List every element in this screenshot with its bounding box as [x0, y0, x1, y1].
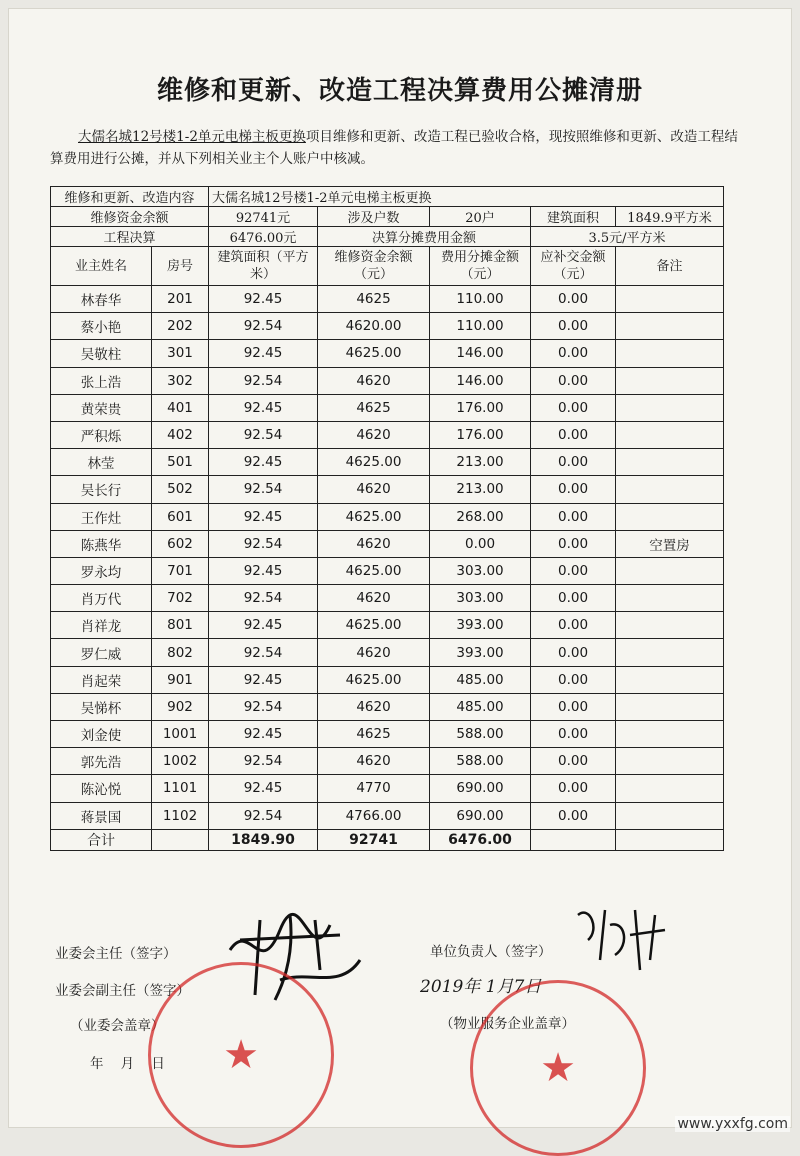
ledger-table	[50, 186, 724, 851]
cell-due: 0.00	[531, 639, 616, 666]
cell-name: 刘金使	[51, 721, 152, 748]
cell-room: 1002	[152, 748, 209, 775]
manager-signature-label: 单位负责人（签字）	[430, 944, 552, 960]
table-row	[51, 666, 724, 693]
cell-balance: 4770	[318, 775, 430, 802]
cell-share: 690.00	[430, 775, 531, 802]
cell-note	[616, 503, 724, 530]
cell-area: 92.54	[209, 476, 318, 503]
cell-due: 0.00	[531, 421, 616, 448]
cell-room: 201	[152, 286, 209, 313]
cell-note	[616, 286, 724, 313]
seal-star-icon: ★	[540, 1045, 576, 1091]
cell-due: 0.00	[531, 503, 616, 530]
cell-name: 王作灶	[51, 503, 152, 530]
fund-label: 维修资金余额	[51, 207, 209, 227]
seal-star-icon: ★	[223, 1032, 259, 1078]
cell-due: 0.00	[531, 394, 616, 421]
column-header: 建筑面积（平方米）	[209, 247, 318, 286]
cell-balance: 4620	[318, 476, 430, 503]
cell-area: 92.54	[209, 367, 318, 394]
column-header: 维修资金余额（元）	[318, 247, 430, 286]
cell-name: 吴长行	[51, 476, 152, 503]
column-header-row	[51, 247, 724, 286]
cell-area: 92.54	[209, 530, 318, 557]
table-row	[51, 585, 724, 612]
cell-share: 393.00	[430, 612, 531, 639]
cell-note	[616, 313, 724, 340]
cell-area: 92.45	[209, 340, 318, 367]
cell-due: 0.00	[531, 476, 616, 503]
cell-room: 601	[152, 503, 209, 530]
cell-name: 郭先浩	[51, 748, 152, 775]
cell-note	[616, 666, 724, 693]
cell-balance: 4620	[318, 367, 430, 394]
cell-balance: 4625.00	[318, 449, 430, 476]
table-row	[51, 313, 724, 340]
cell-name: 罗仁威	[51, 639, 152, 666]
table-row	[51, 421, 724, 448]
cell-balance: 4620.00	[318, 313, 430, 340]
cell-due: 0.00	[531, 585, 616, 612]
cell-share: 110.00	[430, 313, 531, 340]
cell-note	[616, 721, 724, 748]
chair-signature-label: 业委会主任（签字）	[55, 946, 177, 962]
content-label: 维修和更新、改造内容	[51, 187, 209, 207]
cell-name: 吴悌杯	[51, 693, 152, 720]
column-header: 房号	[152, 247, 209, 286]
cell-share: 213.00	[430, 476, 531, 503]
summary-row-content	[51, 187, 724, 207]
total-label: 合计	[51, 829, 152, 850]
cell-balance: 4620	[318, 639, 430, 666]
cell-area: 92.45	[209, 612, 318, 639]
cell-due: 0.00	[531, 340, 616, 367]
cell-name: 肖万代	[51, 585, 152, 612]
site-watermark: www.yxxfg.com	[677, 1116, 788, 1132]
households-value: 20户	[430, 207, 531, 227]
cell-room: 901	[152, 666, 209, 693]
cell-balance: 4620	[318, 693, 430, 720]
column-header: 应补交金额（元）	[531, 247, 616, 286]
cell-share: 176.00	[430, 394, 531, 421]
vice-chair-signature-label: 业委会副主任（签字）	[55, 983, 190, 999]
cell-balance: 4766.00	[318, 802, 430, 829]
cell-room: 1101	[152, 775, 209, 802]
cell-due: 0.00	[531, 530, 616, 557]
cell-room: 701	[152, 557, 209, 584]
table-row	[51, 286, 724, 313]
cell-name: 蒋景国	[51, 802, 152, 829]
cell-name: 肖祥龙	[51, 612, 152, 639]
table-row	[51, 557, 724, 584]
cell-area: 92.45	[209, 775, 318, 802]
cell-share: 588.00	[430, 748, 531, 775]
cell-share: 303.00	[430, 585, 531, 612]
committee-date-blank: 年 月 日	[90, 1056, 165, 1072]
budget-label: 工程决算	[51, 227, 209, 247]
table-row	[51, 612, 724, 639]
cell-balance: 4620	[318, 585, 430, 612]
share-label: 决算分摊费用金额	[318, 227, 531, 247]
cell-area: 92.45	[209, 394, 318, 421]
cell-balance: 4620	[318, 421, 430, 448]
content-value: 大儒名城12号楼1-2单元电梯主板更换	[209, 187, 724, 207]
cell-note	[616, 394, 724, 421]
cell-room: 202	[152, 313, 209, 340]
column-header: 业主姓名	[51, 247, 152, 286]
cell-room: 1102	[152, 802, 209, 829]
owner-rows	[51, 286, 724, 830]
cell-room: 602	[152, 530, 209, 557]
cell-due: 0.00	[531, 721, 616, 748]
cell-balance: 4620	[318, 530, 430, 557]
cell-room: 402	[152, 421, 209, 448]
cell-room: 301	[152, 340, 209, 367]
cell-name: 肖起荣	[51, 666, 152, 693]
cell-room: 502	[152, 476, 209, 503]
cell-room: 802	[152, 639, 209, 666]
cell-due: 0.00	[531, 612, 616, 639]
cell-note: 空置房	[616, 530, 724, 557]
cell-share: 176.00	[430, 421, 531, 448]
cell-due: 0.00	[531, 748, 616, 775]
cell-room: 302	[152, 367, 209, 394]
cell-room: 1001	[152, 721, 209, 748]
cell-name: 林莹	[51, 449, 152, 476]
cell-note	[616, 340, 724, 367]
cell-name: 张上浩	[51, 367, 152, 394]
cell-balance: 4625	[318, 286, 430, 313]
table-row	[51, 530, 724, 557]
cell-area: 92.54	[209, 585, 318, 612]
cell-note	[616, 639, 724, 666]
cell-note	[616, 421, 724, 448]
cell-name: 黄荣贵	[51, 394, 152, 421]
total-balance: 92741	[318, 829, 430, 850]
column-header: 备注	[616, 247, 724, 286]
cell-due: 0.00	[531, 693, 616, 720]
cell-room: 702	[152, 585, 209, 612]
households-label: 涉及户数	[318, 207, 430, 227]
cell-note	[616, 802, 724, 829]
cell-balance: 4625.00	[318, 340, 430, 367]
table-row	[51, 775, 724, 802]
cell-share: 213.00	[430, 449, 531, 476]
committee-seal-label: （业委会盖章）	[70, 1018, 165, 1034]
cell-note	[616, 775, 724, 802]
cell-note	[616, 557, 724, 584]
cell-note	[616, 748, 724, 775]
cell-note	[616, 476, 724, 503]
cell-share: 690.00	[430, 802, 531, 829]
cell-area: 92.54	[209, 639, 318, 666]
cell-due: 0.00	[531, 666, 616, 693]
total-note	[616, 829, 724, 850]
intro-paragraph	[50, 126, 750, 170]
cell-room: 902	[152, 693, 209, 720]
cell-share: 303.00	[430, 557, 531, 584]
share-value: 3.5元/平方米	[531, 227, 724, 247]
cell-area: 92.45	[209, 449, 318, 476]
cell-share: 485.00	[430, 666, 531, 693]
cell-share: 268.00	[430, 503, 531, 530]
table-row	[51, 476, 724, 503]
summary-row-budget	[51, 227, 724, 247]
cell-name: 林春华	[51, 286, 152, 313]
total-row	[51, 829, 724, 850]
cell-balance: 4625	[318, 394, 430, 421]
cell-share: 393.00	[430, 639, 531, 666]
table-row	[51, 693, 724, 720]
cell-due: 0.00	[531, 802, 616, 829]
budget-value: 6476.00元	[209, 227, 318, 247]
cell-due: 0.00	[531, 775, 616, 802]
cell-name: 陈燕华	[51, 530, 152, 557]
cell-share: 146.00	[430, 340, 531, 367]
total-share: 6476.00	[430, 829, 531, 850]
table-row	[51, 340, 724, 367]
project-name: 大儒名城12号楼1-2单元电梯主板更换	[78, 129, 306, 145]
cell-share: 110.00	[430, 286, 531, 313]
cell-share: 588.00	[430, 721, 531, 748]
cell-area: 92.45	[209, 286, 318, 313]
cell-name: 蔡小艳	[51, 313, 152, 340]
cell-area: 92.54	[209, 748, 318, 775]
signed-date: 2019年 1月7日	[420, 977, 542, 997]
cell-room: 401	[152, 394, 209, 421]
manager-signature	[570, 900, 680, 980]
cell-room: 501	[152, 449, 209, 476]
cell-room: 801	[152, 612, 209, 639]
cell-due: 0.00	[531, 286, 616, 313]
cell-name: 陈沁悦	[51, 775, 152, 802]
cell-balance: 4625.00	[318, 666, 430, 693]
company-seal	[470, 980, 646, 1156]
cell-share: 146.00	[430, 367, 531, 394]
cell-name: 罗永均	[51, 557, 152, 584]
cell-due: 0.00	[531, 313, 616, 340]
intro-text: 项目维修和更新、改造工程已验收合格，现按照维修和更新、改造工程结算费用进行公摊，并从下列相关业主个人账户中核减。	[50, 129, 738, 167]
area-value: 1849.9平方米	[616, 207, 724, 227]
table-row	[51, 802, 724, 829]
cell-due: 0.00	[531, 367, 616, 394]
cell-note	[616, 367, 724, 394]
table-row	[51, 639, 724, 666]
cell-due: 0.00	[531, 557, 616, 584]
cell-share: 0.00	[430, 530, 531, 557]
cell-name: 吴敬柱	[51, 340, 152, 367]
cell-name: 严积烁	[51, 421, 152, 448]
cell-area: 92.45	[209, 503, 318, 530]
cell-note	[616, 449, 724, 476]
cell-balance: 4625.00	[318, 503, 430, 530]
summary-row-fund	[51, 207, 724, 227]
cell-share: 485.00	[430, 693, 531, 720]
total-room	[152, 829, 209, 850]
cell-area: 92.54	[209, 421, 318, 448]
cell-note	[616, 585, 724, 612]
table-row	[51, 748, 724, 775]
table-row	[51, 721, 724, 748]
fund-value: 92741元	[209, 207, 318, 227]
table-row	[51, 367, 724, 394]
column-header: 费用分摊金额（元）	[430, 247, 531, 286]
cell-area: 92.54	[209, 802, 318, 829]
cell-area: 92.45	[209, 557, 318, 584]
cell-note	[616, 612, 724, 639]
cell-area: 92.45	[209, 721, 318, 748]
cell-area: 92.54	[209, 693, 318, 720]
total-area: 1849.90	[209, 829, 318, 850]
table-row	[51, 449, 724, 476]
cell-note	[616, 693, 724, 720]
cell-area: 92.54	[209, 313, 318, 340]
cell-balance: 4620	[318, 748, 430, 775]
table-row	[51, 503, 724, 530]
cell-balance: 4625.00	[318, 557, 430, 584]
total-due	[531, 829, 616, 850]
cell-area: 92.45	[209, 666, 318, 693]
area-label: 建筑面积	[531, 207, 616, 227]
cell-balance: 4625.00	[318, 612, 430, 639]
table-row	[51, 394, 724, 421]
document-title: 维修和更新、改造工程决算费用公摊清册	[156, 76, 643, 106]
committee-seal	[148, 962, 334, 1148]
cell-balance: 4625	[318, 721, 430, 748]
company-seal-label: （物业服务企业盖章）	[440, 1016, 575, 1032]
cell-due: 0.00	[531, 449, 616, 476]
